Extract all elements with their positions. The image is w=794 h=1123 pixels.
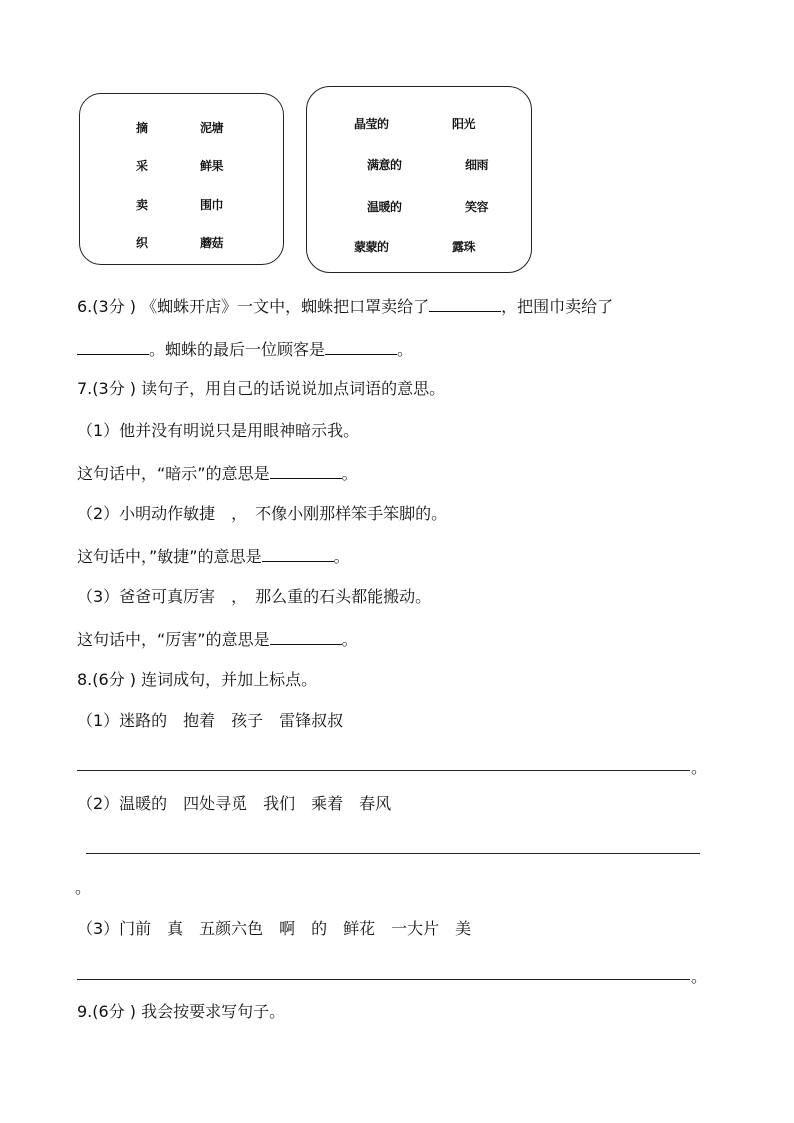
match-noun: 阳光 (452, 117, 476, 131)
match-adjective: 满意的 (367, 158, 402, 172)
question-9-score: 9.(6分 ) (77, 1002, 137, 1021)
answer-period: 。 (75, 878, 92, 897)
answer-line[interactable] (77, 979, 690, 980)
match-adjective: 温暖的 (367, 200, 402, 214)
answer-end: 。 (333, 547, 350, 566)
match-adjective: 蒙蒙的 (354, 240, 389, 254)
question-7-answer-2 (77, 546, 350, 567)
answer-blank[interactable] (325, 339, 397, 355)
question-9-heading (77, 1002, 285, 1022)
answer-prompt: 这句话中，“暗示”的意思是 (77, 464, 270, 483)
question-7-sentence-1: （1）他并没有明说只是用眼神暗示我。 (77, 421, 360, 440)
question-6-line-1 (77, 296, 613, 317)
match-left-word: 织 (136, 236, 148, 250)
match-right-word: 鲜果 (200, 159, 224, 173)
match-left-word: 采 (136, 159, 148, 173)
answer-end: 。 (341, 630, 358, 649)
answer-blank[interactable] (270, 629, 342, 645)
question-8-words-3: （3）门前 真 五颜六色 啊 的 鲜花 一大片 美 (77, 919, 472, 938)
match-right-word: 围巾 (200, 198, 224, 212)
match-right-word: 泥塘 (200, 121, 224, 135)
question-8-heading (77, 670, 317, 690)
question-8-words-2: （2）温暖的 四处寻觅 我们 乘着 春风 (77, 794, 392, 813)
question-6-text: 。 (397, 340, 414, 359)
question-8-score: 8.(6分 ) (77, 670, 137, 689)
match-right-word: 蘑菇 (200, 236, 224, 250)
answer-blank[interactable] (270, 463, 342, 479)
question-7-sentence-2: （2）小明动作敏捷 ， 不像小刚那样笨手笨脚的。 (77, 504, 448, 523)
question-7-sentence-3: （3）爸爸可真厉害 ， 那么重的石头都能搬动。 (77, 587, 432, 606)
question-6-line-2 (77, 339, 413, 360)
answer-blank[interactable] (262, 546, 334, 562)
match-noun: 细雨 (465, 158, 489, 172)
question-7-score: 7.(3分 ) (77, 379, 137, 398)
match-noun: 露珠 (452, 240, 476, 254)
matching-box-left (79, 93, 284, 265)
answer-period: 。 (691, 967, 708, 986)
answer-period: 。 (691, 758, 708, 777)
question-6-text: 。蜘蛛的最后一位顾客是 (149, 340, 326, 359)
question-7-heading (77, 379, 445, 399)
question-6-score: 6.(3分 ) (77, 297, 137, 316)
answer-blank[interactable] (429, 296, 501, 312)
answer-line[interactable] (77, 770, 690, 771)
question-7-answer-3 (77, 629, 358, 650)
answer-blank[interactable] (77, 339, 149, 355)
answer-line[interactable] (86, 853, 700, 854)
match-adjective: 晶莹的 (354, 117, 389, 131)
question-6-text: 《蜘蛛开店》一文中，蜘蛛把口罩卖给了 (141, 297, 430, 316)
question-7-answer-1 (77, 463, 358, 484)
match-left-word: 摘 (136, 121, 148, 135)
question-8-text: 连词成句，并加上标点。 (141, 670, 318, 689)
match-noun: 笑容 (465, 200, 489, 214)
match-left-word: 卖 (136, 198, 148, 212)
question-9-text: 我会按要求写句子。 (141, 1002, 286, 1021)
question-8-words-1: （1）迷路的 抱着 孩子 雷锋叔叔 (77, 711, 344, 730)
answer-prompt: 这句话中，“厉害”的意思是 (77, 630, 270, 649)
answer-prompt: 这句话中，”敏捷”的意思是 (77, 547, 262, 566)
question-7-text: 读句子，用自己的话说说加点词语的意思。 (141, 379, 446, 398)
question-6-text: ，把围巾卖给了 (501, 297, 614, 316)
matching-box-right (306, 86, 532, 273)
answer-end: 。 (341, 464, 358, 483)
